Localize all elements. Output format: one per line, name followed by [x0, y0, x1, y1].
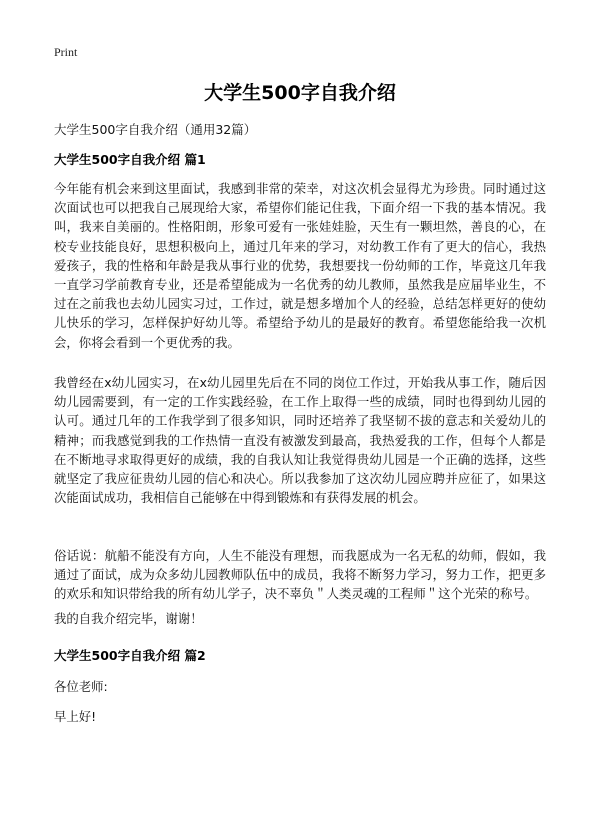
paragraph-6: 早上好!	[54, 709, 97, 724]
section-heading-2: 大学生500字自我介绍 篇2	[54, 648, 206, 663]
section-heading-1: 大学生500字自我介绍 篇1	[54, 152, 206, 167]
paragraph-3: 俗话说：航船不能没有方向，人生不能没有理想，而我愿成为一名无私的幼师，假如，我通过了面试，成为众多幼儿园教师队伍中的成员，我将不断努力学习，努力工作，把更多的欢乐和知识带给我的所有幼儿学子，决不辜负＂人类灵魂的工程师＂这个光荣的称号。	[54, 548, 546, 602]
page-title: 大学生500字自我介绍	[204, 82, 396, 104]
paragraph-1: 今年能有机会来到这里面试，我感到非常的荣幸，对这次机会显得尤为珍贵。同时通过这次面试也可以把我自己展现给大家，希望你们能记住我，下面介绍一下我的基本情况。我叫，我来自美丽的。性格阳朗，形象可爱有一张娃娃脸，天生有一颗坦然，善良的心，在校专业技能良好，思想积极向上，通过几年来的学习，对幼教工作有了更大的信心，我热爱孩子，我的性格和年龄是我从事行业的优势，我想要找一份幼师的工作，毕竟这几年我一直学习学前教育专业，还是希望能成为一名优秀的幼儿教师，虽然我是应届毕业生，不过在之前我也去幼儿园实习过，工作过，就是想多增加个人的经验，总结怎样更好的使幼儿快乐的学习，怎样保护好幼儿等。希望给予幼儿的是最好的教育。希望您能给我一次机会，你将会看到一个更优秀的我。	[54, 181, 546, 350]
paragraph-4: 我的自我介绍完毕，谢谢！	[54, 611, 203, 626]
print-link[interactable]: Print	[54, 45, 78, 59]
paragraph-5: 各位老师:	[54, 679, 108, 694]
document-subtitle: 大学生500字自我介绍（通用32篇）	[54, 122, 257, 137]
paragraph-2: 我曾经在x幼儿园实习，在x幼儿园里先后在不同的岗位工作过，开始我从事工作，随后因幼儿园需要到，有一定的工作实践经验，在工作上取得一些的成绩，同时也得到幼儿园的认可。通过几年的工作我学到了很多知识，同时还培养了我坚韧不拔的意志和关爱幼儿的精神；而我感觉到我的工作热情一直没有被激发到最高，我热爱我的工作，但每个人都是在不断地寻求取得更好的成绩，我的自我认知让我觉得贵幼儿园是一个正确的选择，这些就坚定了我应征贵幼儿园的信心和决心。所以我参加了这次幼儿园应聘并应征了，如果这次能面试成功，我相信自己能够在中得到锻炼和有获得发展的机会。	[54, 375, 546, 506]
